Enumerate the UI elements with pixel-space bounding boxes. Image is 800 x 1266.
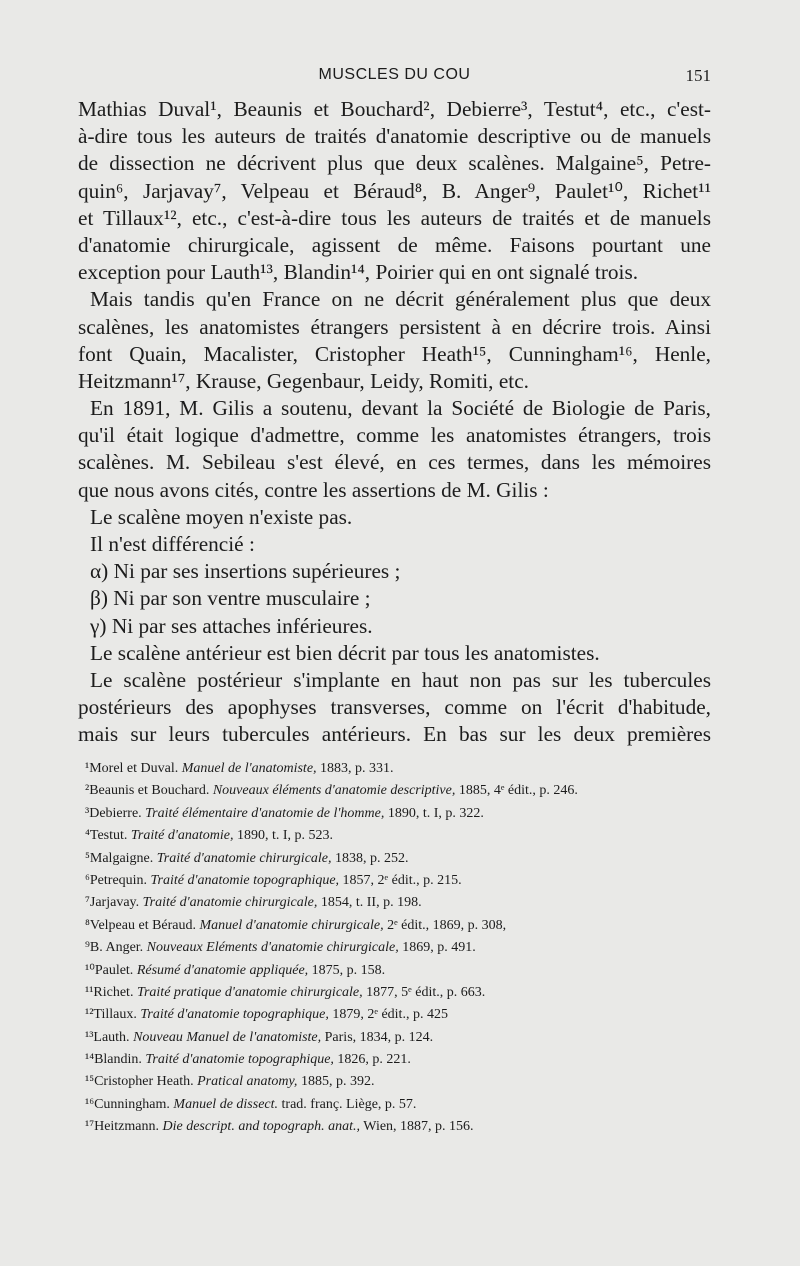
footnote-author: Velpeau et Béraud. bbox=[89, 917, 197, 933]
footnote-details: 1826, p. 221. bbox=[333, 1052, 411, 1068]
footnote-author: Testut. bbox=[89, 828, 128, 844]
body-line: mais sur leurs tubercules antérieurs. En bas sur les deux premières bbox=[78, 722, 711, 747]
footnote-title: Traité pratique d'anatomie chirurgicale, bbox=[136, 984, 363, 1000]
footnote-number: ⁴ bbox=[85, 828, 90, 844]
footnote-author: Lauth. bbox=[93, 1029, 130, 1045]
body-line: postérieurs des apophyses transverses, comme on l'écrit d'habitude, bbox=[78, 695, 711, 720]
footnote-details: 1885, 4ᵉ édit., p. 246. bbox=[455, 783, 578, 799]
body-line: exception pour Lauth¹³, Blandin¹⁴, Poirier qui en ont signalé trois. bbox=[78, 260, 639, 285]
footnote-title: Traité d'anatomie topographique, bbox=[145, 1052, 334, 1068]
page-header bbox=[78, 62, 711, 88]
footnote-title: Manuel d'anatomie chirurgicale, bbox=[199, 917, 384, 933]
body-line: Mathias Duval¹, Beaunis et Bouchard², Debierre³, Testut⁴, etc., c'est- bbox=[78, 97, 711, 121]
body-line: font Quain, Macalister, Cristopher Heath¹⁵, Cunningham¹⁶, Henle, bbox=[78, 341, 711, 366]
footnote-details: 1877, 5ᵉ édit., p. 663. bbox=[362, 984, 486, 1000]
footnote-author: B. Anger. bbox=[89, 940, 144, 956]
footnote-author: Tillaux. bbox=[93, 1007, 137, 1023]
footnote bbox=[85, 960, 715, 982]
body-line: que nous avons cités, contre les assertions de M. Gilis : bbox=[78, 477, 549, 502]
footnote-number: ¹⁷ bbox=[85, 1119, 95, 1135]
footnote-title: Résumé d'anatomie appliquée, bbox=[136, 962, 309, 978]
footnote-author: Cunningham. bbox=[94, 1096, 170, 1112]
body-line: Le scalène antérieur est bien décrit par tous les anatomistes. bbox=[90, 640, 600, 665]
footnote bbox=[85, 870, 715, 892]
footnote-number: ² bbox=[85, 783, 90, 799]
body-line: Mais tandis qu'en France on ne décrit généralement plus que deux bbox=[90, 287, 711, 312]
footnote-author: Blandin. bbox=[94, 1052, 142, 1068]
footnote-title: Traité d'anatomie, bbox=[130, 828, 234, 844]
footnote-details: 1857, 2ᵉ édit., p. 215. bbox=[339, 872, 462, 888]
body-line: α) Ni par ses insertions supérieures ; bbox=[90, 559, 401, 584]
footnote bbox=[85, 1071, 715, 1093]
footnote-number: ¹⁵ bbox=[85, 1074, 95, 1090]
footnote-title: Pratical anatomy, bbox=[197, 1074, 298, 1090]
running-title: MUSCLES DU COU bbox=[318, 66, 471, 83]
footnote-details: 1890, t. I, p. 322. bbox=[384, 805, 484, 821]
footnote-title: Traité d'anatomie chirurgicale, bbox=[142, 895, 318, 911]
footnote-number: ⁸ bbox=[85, 917, 90, 933]
footnote-title: Nouveaux Eléments d'anatomie chirurgicale, bbox=[146, 940, 399, 956]
footnote-number: ⁷ bbox=[85, 895, 90, 911]
footnote-details: 2ᵉ édit., 1869, p. 308, bbox=[383, 917, 507, 933]
footnote-number: ³ bbox=[85, 805, 90, 821]
footnote-author: Paulet. bbox=[94, 962, 134, 978]
footnote bbox=[85, 1027, 715, 1049]
body-line: Le scalène moyen n'existe pas. bbox=[90, 504, 353, 529]
body-line: Heitzmann¹⁷, Krause, Gegenbaur, Leidy, Romiti, etc. bbox=[78, 368, 529, 393]
footnote bbox=[85, 915, 715, 937]
footnote-details: 1854, t. II, p. 198. bbox=[317, 895, 422, 911]
footnote bbox=[85, 982, 715, 1004]
footnote-title: Traité d'anatomie chirurgicale, bbox=[156, 850, 332, 866]
footnote-number: ⁶ bbox=[85, 872, 90, 888]
body-line: et Tillaux¹², etc., c'est-à-dire tous les auteurs de traités et de manuels bbox=[78, 205, 711, 230]
page-number: 151 bbox=[685, 66, 711, 85]
footnote-details: Wien, 1887, p. 156. bbox=[360, 1119, 474, 1135]
body-line: Il n'est différencié : bbox=[90, 532, 255, 556]
footnote-number: ¹ bbox=[85, 761, 90, 776]
footnote bbox=[85, 848, 715, 870]
footnote-author: Beaunis et Bouchard. bbox=[89, 783, 210, 799]
footnote bbox=[85, 825, 715, 847]
body-line: Le scalène postérieur s'implante en haut non pas sur les tubercules bbox=[90, 667, 711, 692]
footnote-author: Heitzmann. bbox=[94, 1119, 159, 1135]
footnote-number: ⁹ bbox=[85, 940, 90, 956]
body-line: scalènes. M. Sebileau s'est élevé, en ces termes, dans les mémoires bbox=[78, 450, 711, 475]
footnotes bbox=[85, 758, 715, 1139]
footnote-title: Manuel de l'anatomiste, bbox=[181, 761, 317, 776]
footnote-number: ¹⁰ bbox=[85, 962, 95, 978]
footnote-author: Jarjavay. bbox=[89, 895, 140, 911]
footnote-details: 1838, p. 252. bbox=[331, 850, 409, 866]
footnote-author: Morel et Duval. bbox=[89, 761, 179, 776]
body-line: quin⁶, Jarjavay⁷, Velpeau et Béraud⁸, B. Anger⁹, Paulet¹⁰, Richet¹¹ bbox=[78, 178, 711, 203]
footnote-title: Traité d'anatomie topographique, bbox=[140, 1007, 329, 1023]
footnote-author: Malgaigne. bbox=[89, 850, 154, 866]
footnote-details: 1885, p. 392. bbox=[297, 1074, 375, 1090]
footnote-number: ⁵ bbox=[85, 850, 90, 866]
body-line: d'anatomie chirurgicale, agissent de même. Faisons pourtant une bbox=[78, 232, 711, 257]
footnote-title: Manuel de dissect. bbox=[173, 1096, 279, 1112]
footnote-details: 1890, t. I, p. 523. bbox=[233, 828, 334, 844]
footnote bbox=[85, 803, 715, 825]
body-line: γ) Ni par ses attaches inférieures. bbox=[90, 613, 373, 638]
footnote-details: 1875, p. 158. bbox=[308, 962, 386, 978]
footnote-title: Die descript. and topograph. anat., bbox=[162, 1119, 361, 1135]
footnote-number: ¹⁴ bbox=[85, 1052, 95, 1068]
body-line: scalènes, les anatomistes étrangers persistent à en décrire trois. Ainsi bbox=[78, 314, 711, 339]
footnote-author: Richet. bbox=[93, 984, 134, 1000]
footnote-number: ¹¹ bbox=[85, 984, 94, 1000]
body-line: qu'il était logique d'admettre, comme les anatomistes étrangers, trois bbox=[78, 423, 711, 448]
body-line: β) Ni par son ventre musculaire ; bbox=[90, 586, 371, 611]
footnote bbox=[85, 758, 715, 780]
footnote bbox=[85, 1004, 715, 1026]
footnote-number: ¹³ bbox=[85, 1029, 94, 1045]
footnote-author: Cristopher Heath. bbox=[94, 1074, 194, 1090]
footnote bbox=[85, 780, 715, 802]
body-line: à-dire tous les auteurs de traités d'anatomie descriptive ou de manuels bbox=[78, 124, 711, 149]
footnote-details: 1883, p. 331. bbox=[316, 761, 394, 776]
footnote-details: Paris, 1834, p. 124. bbox=[321, 1029, 434, 1045]
footnote-details: trad. franç. Liège, p. 57. bbox=[278, 1096, 417, 1112]
footnote-title: Nouveau Manuel de l'anatomiste, bbox=[133, 1029, 322, 1045]
footnote-number: ¹⁶ bbox=[85, 1096, 95, 1112]
footnote-author: Petrequin. bbox=[89, 872, 148, 888]
footnote bbox=[85, 1094, 715, 1116]
body-line: En 1891, M. Gilis a soutenu, devant la Société de Biologie de Paris, bbox=[90, 396, 711, 421]
footnote-title: Nouveaux éléments d'anatomie descriptive, bbox=[212, 783, 456, 799]
footnote-author: Debierre. bbox=[89, 805, 142, 821]
body-line: de dissection ne décrivent plus que deux scalènes. Malgaine⁵, Petre- bbox=[78, 151, 711, 176]
footnote-number: ¹² bbox=[85, 1007, 94, 1023]
footnote-details: 1879, 2ᵉ édit., p. 425 bbox=[328, 1007, 448, 1023]
body-text bbox=[78, 96, 711, 749]
footnote bbox=[85, 892, 715, 914]
footnote-details: 1869, p. 491. bbox=[398, 940, 476, 956]
footnote-title: Traité d'anatomie topographique, bbox=[150, 872, 340, 888]
footnote bbox=[85, 1049, 715, 1071]
footnote bbox=[85, 937, 715, 959]
footnote-title: Traité élémentaire d'anatomie de l'homme, bbox=[145, 805, 385, 821]
footnote bbox=[85, 1116, 715, 1138]
